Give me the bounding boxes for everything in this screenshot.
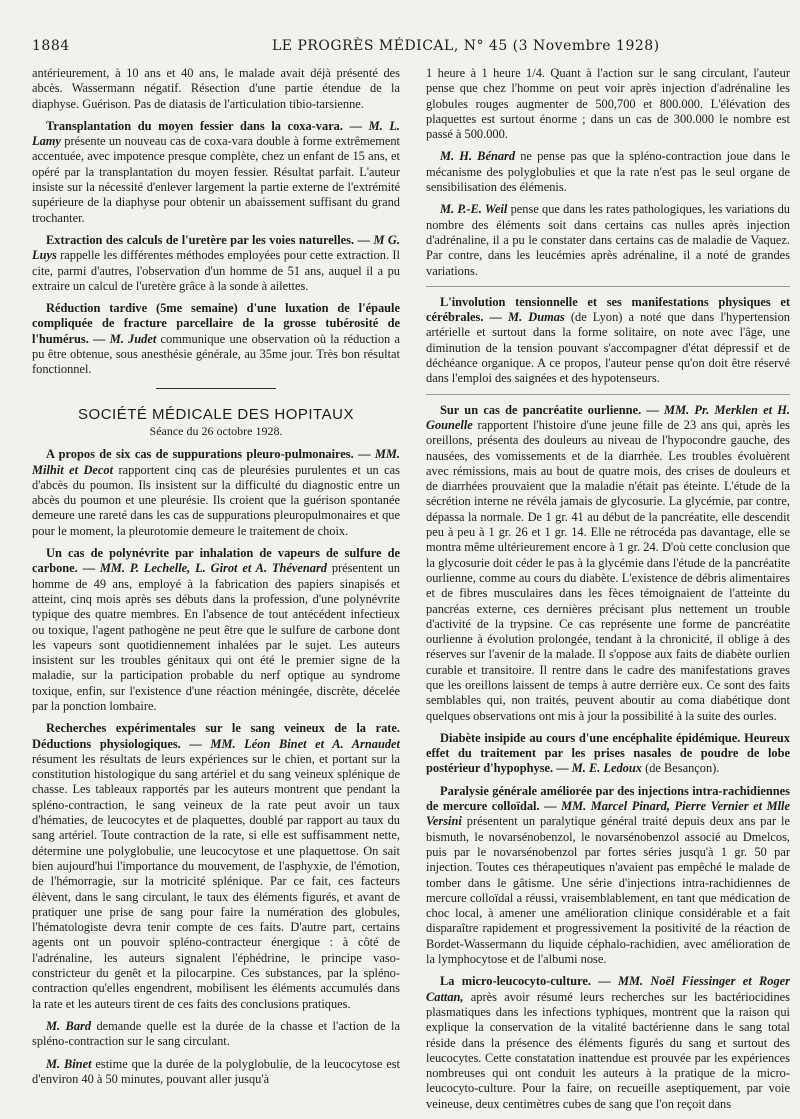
paragraph-author: M. Binet (46, 1056, 92, 1071)
paragraph (426, 202, 790, 278)
paragraph (426, 149, 790, 195)
paragraph-body: ne pense pas que la spléno-contraction joue dans le mécanisme des polyglobulies et que la rate n'est pas le seul organe de sensibilisation des élémenis. (426, 149, 791, 195)
paragraph-title: La micro-leucocyto-culture. — (440, 974, 611, 989)
paragraph (32, 119, 400, 226)
section-subtitle: Séance du 26 octobre 1928. (149, 423, 283, 438)
page-header (32, 38, 780, 58)
paragraph-title: Recherches expérimentales sur le sang veineux de la rate. Déductions physiologiques. — (32, 721, 400, 751)
paragraph-title: A propos de six cas de suppurations pleuro-pulmonaires. — (46, 447, 371, 462)
paragraph-body: demande quelle est la durée de la chasse et l'action de la spléno-contraction sur le sang circulant. (32, 1018, 400, 1049)
paragraph-author: MM. Milhit et Decot (32, 447, 400, 477)
paragraph-body: résument les résultats de leurs expériences sur le chien, et portant sur la constitution histologique du sang artériel et du sang veineux splénique de chasse. Les tableaux rapportés par les auteurs montrent que pendant la spléno-contraction, le sang veineux de la rate peut avoir un taux d'hématies, de leucocytes et de plaquettes, doublé par rapport au taux du sang artériel. Toute contraction de la rate, si elle est suffisamment nette, détermine une polyglobulie, une leucocytose et une plaquettose. On sait bien aujourd'hui l'importance du mouvement, de l'asphyxie, de l'émotion, de l'hémorragie, sur la motricité splénique. Par ce fait, ces facteurs élèvent, dans le sang circulant, le taux des éléments figurés, et avant de pratiquer une prise de sang pour faire la numération des globules, l'hématologiste devra tenir compte de ces faits. D'autre part, certains agents ont un pouvoir spléno-contracteur énergique : à côté de l'adrénaline, les auteurs signalent l'éphédrine, le principe vaso-constricteur du genêt et la pilocarpine. Ces substances, par la spléno-contraction qu'elles engendrent, mobilisent les éléments accumulés dans la rate et les auteurs tirent de ces faits des conclusions pratiques. (32, 751, 400, 1011)
paragraph-body: après avoir résumé leurs recherches sur les bactériocidines plasmatiques dans les infections typhiques, montrent que la raison qui explique la conservation de la vitalité bactérienne dans le sang total réside dans la présence des éléments figurés du sang et surtout des leucocytes. Cette constatation inattendue est prouvée par les expériences nombreuses qui ont conduit les auteurs à la pratique de la micro-leucocyto-culture. Pour la faire, on recueille aseptiquement, par voie veineuse, deux centimètres cubes de sang que l'on reçoit dans (426, 989, 790, 1111)
paragraph-author: MM. P. Lechelle, L. Girot et A. Thévenard (99, 561, 327, 576)
paragraph-author: M. Dumas (508, 310, 565, 325)
paragraph-title: Transplantation du moyen fessier dans la coxa-vara. — (46, 118, 362, 133)
paragraph (426, 295, 790, 387)
section-title: SOCIÉTÉ MÉDICALE DES HOPITAUX (78, 405, 354, 423)
paragraph-title: Paralysie générale améliorée par des injections intra-rachidiennes de mercure colloïdal. — (426, 783, 790, 814)
paragraph (32, 721, 400, 1012)
paragraph (32, 546, 400, 714)
paragraph-title: Diabète insipide au cours d'une encéphalite épidémique. Heureux effet du traitement par les prises nasales de poudre de lobe postérieur d'hypophyse. — (426, 730, 790, 776)
paragraph-author: M. P.-E. Weil (440, 202, 508, 217)
divider (426, 286, 790, 287)
paragraph-body: rapportent cinq cas de pleurésies purulentes et un cas d'abcès du poumon. Ils insistent sur la difficulté du diagnostic entre un abcès du poumon et une pleurésie. Ils croient que la guérison spontanée demeure une rareté dans les cas de suppurations pleuropulmonaires et que pour le moment, la pleurotomie demeure le traitement de choix. (32, 462, 400, 538)
divider (426, 394, 790, 395)
paragraph-body: (de Besançon). (645, 761, 720, 776)
paragraph (426, 974, 790, 1112)
paragraph: antérieurement, à 10 ans et 40 ans, le malade avait déjà présenté des abcès. Wassermann négatif. Résection d'une partie étendue de la diaphyse. Guérison. Pas de diatasis de l'articulation tibio-tarsienne. (32, 66, 400, 111)
paragraph-author: M. H. Bénard (440, 149, 516, 164)
paragraph-author: MM. Marcel Pinard, Pierre Vernier et Mlle Versini (426, 799, 790, 829)
right-column (426, 66, 790, 1119)
paragraph-body: présente un nouveau cas de coxa-vara double à forme extrêmement accentuée, avec impotence presque complète, chez un enfant de 15 ans, et opéré par la transplantation du moyen fessier. Résultat parfait. L'auteur insiste sur la nécessité d'enlever largement la partie externe de l'extrémité supérieure de la diaphyse pour obtenir un abaissement suffisant du grand trochanter. (32, 134, 400, 225)
journal-title: LE PROGRÈS MÉDICAL, N° 45 (3 Novembre 1928) (272, 38, 660, 54)
paragraph-title: L'involution tensionnelle et ses manifestations physiques et cérébrales. — (426, 294, 790, 325)
paragraph (426, 731, 790, 777)
paragraph-author: MM. Noël Fiessinger et Roger Cattan, (426, 974, 790, 1004)
paragraph-title: Sur un cas de pancréatite ourlienne. — (440, 402, 659, 417)
paragraph: 1 heure à 1 heure 1/4. Quant à l'action sur le sang circulant, l'auteur pense que chez l'homme on peut voir après injection d'adrénaline les globules rouges augmenter de 500,700 et 800.000. L'élévation des plaquettes est surtout énorme ; dans un cas de 300.000 le nombre est passé à 500.000. (426, 66, 790, 142)
left-column (32, 66, 400, 1094)
paragraph (32, 233, 400, 294)
section-rule (156, 388, 276, 389)
paragraph-author: M. Judet (109, 331, 157, 346)
paragraph (32, 1057, 400, 1088)
paragraph-body: pense que dans les rates pathologiques, les variations du nombre des éléments soit dans certains cas nulles après injection d'adrénaline, il a pu le constater dans certains cas de maladie de Vaquez. Par contre, dans les leucémies après adrénaline, il a noté de grandes variations. (426, 202, 790, 278)
paragraph-title: Réduction tardive (5me semaine) d'une luxation de l'épaule compliquée de fracture parcellaire de la grosse tubérosité de l'humérus. — (32, 301, 400, 346)
paragraph-author: M. L. Lamy (32, 118, 400, 149)
paragraph-author: MM. Pr. Merklen et H. Gounelle (426, 402, 790, 432)
paragraph-author: MM. Léon Binet et A. Arnaudet (210, 736, 400, 751)
paragraph-author: M G. Luys (32, 232, 400, 263)
paragraph-body: présentent un paralytique général traité depuis deux ans par le bismuth, le novarsénobenzol, le novarsénobenzol associé au Dmelcos, puis par le novarsénobenzol par fortes séries jusqu'à 1 gr. 50 par injection. Toutes ces thérapeutiques n'avaient pas empêché le malade de tomber dans le gâtisme. Une série d'injections intra-rachidiennes de mercure colloïdal a réussi, vraisemblablement, en tant que médication de choc local, à amener une amélioration clinique considérable et a fait disparaître rapidement et progressivement la positivité de la réaction de Bordet-Wassermann du liquide céphalo-rachidien, avec amélioration de la lymphocytose et de l'albumi nose. (426, 814, 790, 967)
paragraph (426, 784, 790, 968)
paragraph-author: M. E. Ledoux (571, 761, 642, 776)
paragraph (32, 1019, 400, 1050)
paragraph (32, 447, 400, 539)
paragraph-body: présentent un homme de 49 ans, employé à la fabrication des papiers sinapisés et atteint, cinq mois après ses débuts dans la profession, d'une polynévrite typique des quatre membres. En l'absence de tout antécédent infectieux ou toxique, l'agent pathogène ne peut être que le sulfure de carbone dont les vapeurs sont quotidiennement inhalées par le sujet. Les auteurs insistent sur les troubles génitaux qui ont été le premier signe de la maladie, sur la participation probable du nerf optique au syndrome toxique, enfin, sur l'existence d'une réaction méningée, discrète, décelée par la ponction lombaire. (32, 561, 400, 713)
page-number: 1884 (32, 38, 70, 54)
paragraph-author: M. Bard (46, 1018, 92, 1033)
paragraph (426, 403, 790, 724)
paragraph-body: communique une observation où la réduction a pu être obtenue, sous anesthésie générale, au 35me jour. Très bon résultat fonctionnel. (32, 331, 400, 377)
paragraph-body: (de Lyon) a noté que dans l'hypertension artérielle et surtout dans la forme solitaire, on note avec l'âge, une diminution de la tension pouvant s'accompagner d'état dépressif et de déchéance organique. A ce propos, l'auteur pense qu'on doit être réservé dans l'emploi des saignées et des hypotenseurs. (426, 310, 790, 386)
paragraph-body: rappelle les différentes méthodes employées pour cette extraction. Il cite, parmi d'autres, l'observation d'un homme de 51 ans, auquel il a pu extraire un calcul de l'uretère grâce à la sonde à ailettes. (32, 248, 400, 293)
paragraph (32, 301, 400, 377)
paragraph-body: rapportent l'histoire d'une jeune fille de 23 ans qui, après les oreillons, présenta des douleurs au niveau de l'hypocondre gauche, des nausées, des vomissements et de la diarrhée. Les troubles évoluèrent avec rémissions, mais au bout de quatre mois, des crises de douleurs et de diarrhées prouvaient que la maladie n'était pas éteinte. L'étude de la sécrétion interne ne révéla jamais de glycosurie. La glycémie, par contre, dépassa la normale. De 1 gr. 41 au début de la pancréatite, elle descendit peu à peu à 1 gr. 26 et 1 gr. 14. Elle ne rétrocéda pas davantage, elle se montra même ultérieurement encore à 1 gr. 24. D'où cette conclusion que la glycosurie doit céder le pas à la glycémie dans l'étude de la pancréatite ourlienne, comme au cours du diabète. L'existence de débris alimentaires et de fibres musculaires dans les fèces témoignaient de l'atteinte du pancréas externe, ces dernières précisant plus nettement un trouble d'activité de la trypsine. Ce cas représente une forme de pancréatite ourlienne à évolution prolongée, tendant à la chronicité, il oblige à des réserves sur l'avenir de la malade. Il s'oppose aux faits de diabète ourlien curable et transitoire. Il rentre dans le cadre des manifestations graves que les oreillons laissent de temps à autre derrière eux. Ce sont des faits semblables qui, non traités, peuvent aboutir au coma diabétique dont quelques observations ont mis à jour la possibilité à la suite des ourles. (426, 417, 790, 723)
paragraph-title: Un cas de polynévrite par inhalation de vapeurs de sulfure de carbone. — (32, 546, 400, 576)
paragraph-title: Extraction des calculs de l'uretère par les voies naturelles. — (46, 232, 370, 247)
paragraph-body: estime que la durée de la polyglobulie, de la leucocytose est d'environ 40 à 50 minutes, pouvant aller jusqu'à (32, 1056, 400, 1086)
